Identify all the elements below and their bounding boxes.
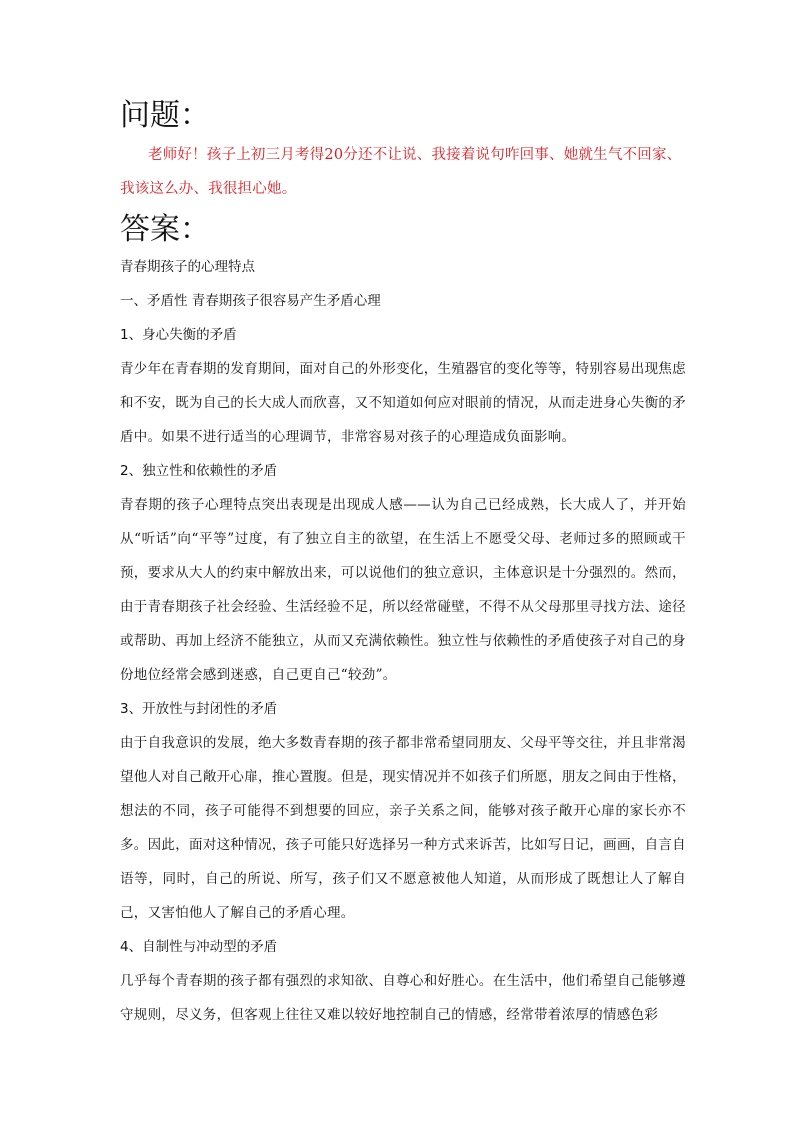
item-2-title: 2、独立性和依赖性的矛盾 xyxy=(120,463,278,479)
item-3-body: 由于自我意识的发展，绝大多数青春期的孩子都非常希望同朋友、父母平等交往，并且非常渴望他人对自己敞开心扉，推心置腹。但是，现实情况并不如孩子们所愿，朋友之间由于性格，想法的不同，孩子可能得不到想要的回应，亲子关系之间，能够对孩子敞开心扉的家长亦不多。因此，面对这种情况，孩子可能只好选择另一种方式来诉苦，比如写日记，画画，自言自语等，同时，自己的所说、所写，孩子们又不愿意被他人知道，从而形成了既想让人了解自己，又害怕他人了解自己的矛盾心理。 xyxy=(120,735,686,921)
item-1-body: 青少年在青春期的发育期间，面对自己的外形变化，生殖器官的变化等等，特别容易出现焦虑和不安，既为自己的长大成人而欣喜，又不知道如何应对眼前的情况，从而走进身心失衡的矛盾中。如果不进行适当的心理调节，非常容易对孩子的心理造成负面影响。 xyxy=(120,361,686,445)
document-page xyxy=(120,96,686,1032)
item-3-title: 3、开放性与封闭性的矛盾 xyxy=(120,701,278,717)
item-1-title: 1、身心失衡的矛盾 xyxy=(120,327,237,343)
answer-heading: 答案： xyxy=(120,212,210,247)
intro-line: 青春期孩子的心理特点 xyxy=(120,259,255,275)
item-2-body: 青春期的孩子心理特点突出表现是出现成人感——认为自己已经成熟，长大成人了，并开始从“听话”向“平等”过度，有了独立自主的欲望，在生活上不愿受父母、老师过多的照顾或干预，要求从大人的约束中解放出来，可以说他们的独立意识，主体意识是十分强烈的。然而，由于青春期孩子社会经验、生活经验不足，所以经常碰壁，不得不从父母那里寻找方法、途径或帮助、再加上经济不能独立，从而又充满依赖性。独立性与依赖性的矛盾使孩子对自己的身份地位经常会感到迷惑，自己更自己“较劲”。 xyxy=(120,497,686,683)
question-text: 老师好！孩子上初三月考得20分还不让说、我接着说句咋回事、她就生气不回家、我该这么办、我很担心她。 xyxy=(120,147,682,197)
item-4-title: 4、自制性与冲动型的矛盾 xyxy=(120,939,278,955)
question-heading: 问题： xyxy=(120,98,210,133)
section-one-heading: 一、矛盾性 青春期孩子很容易产生矛盾心理 xyxy=(120,293,381,309)
item-4-body: 几乎每个青春期的孩子都有强烈的求知欲、自尊心和好胜心。在生活中，他们希望自己能够遵守规则，尽义务，但客观上往往又难以较好地控制自己的情感，经常带着浓厚的情感色彩 xyxy=(120,973,686,1023)
